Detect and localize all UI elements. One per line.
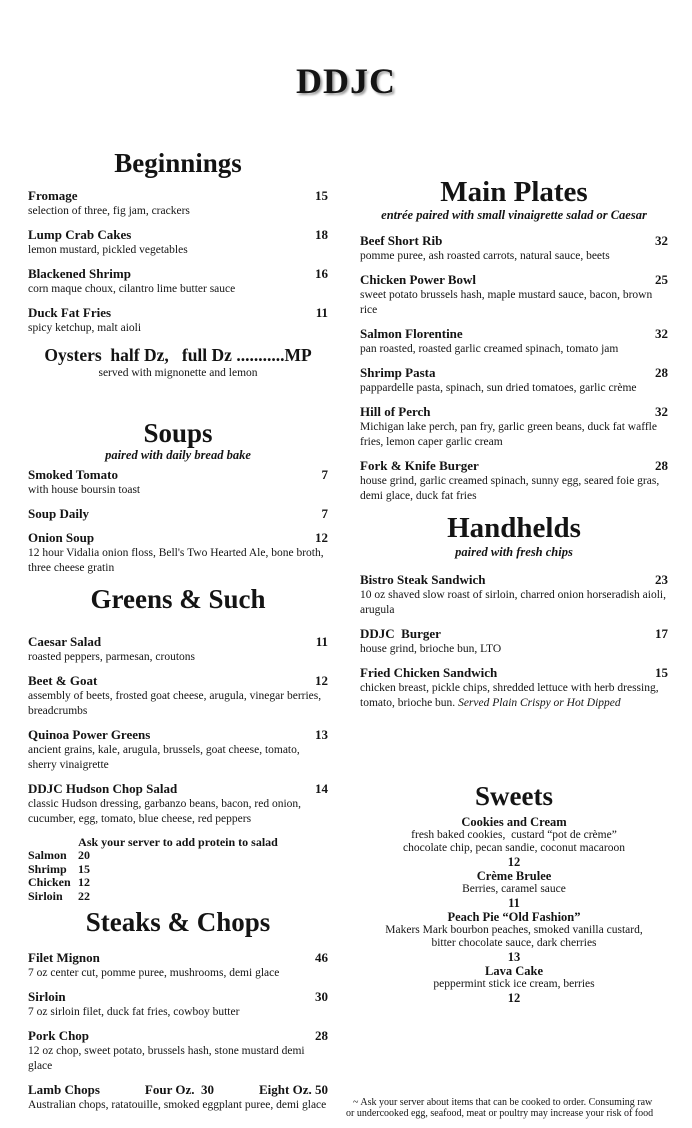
item-price: 15 xyxy=(315,187,328,203)
menu-item-ddjc-burger xyxy=(360,626,668,657)
item-desc: Michigan lake perch, pan fry, garlic green beans, duck fat waffle fries, lemon caper garlic cream xyxy=(360,421,660,449)
menu-item-fried-chicken-sandwich xyxy=(360,665,668,711)
item-price: 14 xyxy=(315,781,328,797)
protein-row-sirloin xyxy=(28,890,328,904)
protein-row-shrimp xyxy=(28,863,328,877)
item-desc: pan roasted, roasted garlic creamed spinach, tomato jam xyxy=(360,343,619,356)
protein-note: Ask your server to add protein to salad xyxy=(78,835,278,850)
oysters-line: Oysters half Dz, full Dz ...........MP xyxy=(44,344,312,365)
menu-item-blackened-shrimp xyxy=(28,266,328,297)
sweet-item-lava-cake xyxy=(360,964,668,1005)
section-header-steaks: Steaks & Chops xyxy=(85,907,271,938)
item-name: Blackened Shrimp xyxy=(28,265,131,281)
item-name: Lava Cake xyxy=(485,963,543,978)
item-desc: Berries, caramel sauce xyxy=(462,882,566,895)
item-desc: pappardelle pasta, spinach, sun dried tomatoes, garlic crème xyxy=(360,382,637,395)
item-price: 25 xyxy=(655,272,668,288)
item-name: Crème Brulee xyxy=(476,868,552,883)
item-price: 13 xyxy=(507,949,521,964)
item-desc: chocolate chip, pecan sandie, coconut macaroon xyxy=(403,841,625,854)
item-name: Filet Mignon xyxy=(28,949,100,965)
item-name: Lamb Chops xyxy=(28,1081,100,1097)
item-desc: lemon mustard, pickled vegetables xyxy=(28,243,188,256)
item-desc: ancient grains, kale, arugula, brussels, goat cheese, tomato, sherry vinaigrette xyxy=(28,744,303,772)
item-name: Lump Crab Cakes xyxy=(28,226,132,242)
item-price: 28 xyxy=(655,365,668,381)
menu-item-shrimp-pasta xyxy=(360,365,668,396)
item-price: 28 xyxy=(315,1027,328,1043)
item-name: Cookies and Cream xyxy=(461,814,567,829)
item-desc: Australian chops, ratatouille, smoked eggplant puree, demi glace xyxy=(28,1098,327,1111)
left-column xyxy=(28,102,328,1121)
item-desc: 10 oz shaved slow roast of sirloin, charred onion horseradish aioli, arugula xyxy=(360,588,669,616)
menu-item-lump-crab-cakes xyxy=(28,227,328,258)
menu-item-lamb-chops xyxy=(28,1082,328,1113)
item-name: Fromage xyxy=(28,187,78,203)
item-price: 28 xyxy=(655,458,668,474)
item-price: 32 xyxy=(655,404,668,420)
menu-item-onion-soup xyxy=(28,530,328,576)
protein-price: 15 xyxy=(78,861,90,876)
section-header-greens: Greens & Such xyxy=(90,584,266,615)
footnote-line-1: ~ Ask your server about items that can be cooked to order. Consuming raw xyxy=(353,1097,653,1108)
item-desc-main: chicken breast, pickle chips, shredded lettuce with herb dressing, tomato, brioche bun. xyxy=(360,681,662,709)
page-title: DDJC xyxy=(296,61,396,101)
item-size-price-2: Eight Oz. 50 xyxy=(259,1081,328,1097)
item-name: DDJC Hudson Chop Salad xyxy=(28,781,178,797)
item-name: Fried Chicken Sandwich xyxy=(360,664,498,680)
item-price: 11 xyxy=(315,634,328,650)
sweet-item-peach-pie xyxy=(360,910,668,964)
item-name: Pork Chop xyxy=(28,1027,90,1043)
protein-price: 12 xyxy=(78,875,90,890)
section-header-handhelds: Handhelds xyxy=(447,512,581,545)
section-subtitle-main-plates: entrée paired with small vinaigrette salad or Caesar xyxy=(381,208,647,223)
item-name: Quinoa Power Greens xyxy=(28,727,151,743)
section-header-beginnings: Beginnings xyxy=(114,147,242,178)
item-desc: spicy ketchup, malt aioli xyxy=(28,321,142,334)
right-column xyxy=(360,102,668,1121)
item-name: Smoked Tomato xyxy=(28,467,118,483)
item-name: Shrimp Pasta xyxy=(360,365,436,381)
protein-row-salmon xyxy=(28,849,328,863)
item-price: 13 xyxy=(315,727,328,743)
item-desc: 7 oz center cut, pomme puree, mushrooms, demi glace xyxy=(28,966,280,979)
item-price: 11 xyxy=(315,304,328,320)
footnote-line-2: or undercooked egg, seafood, meat or poultry may increase your risk of food xyxy=(346,1107,654,1119)
item-desc: peppermint stick ice cream, berries xyxy=(433,977,595,990)
menu-item-quinoa-power-greens xyxy=(28,727,328,773)
item-desc: corn maque choux, cilantro lime butter sauce xyxy=(28,282,236,295)
item-desc: house grind, brioche bun, LTO xyxy=(360,642,502,655)
sweet-item-creme-brulee xyxy=(360,869,668,910)
item-price: 17 xyxy=(655,625,668,641)
menu-columns xyxy=(0,102,692,1121)
menu-item-chicken-power-bowl xyxy=(360,272,668,318)
item-name: Chicken Power Bowl xyxy=(360,272,477,288)
section-header-sweets: Sweets xyxy=(475,780,553,811)
section-subtitle-handhelds: paired with fresh chips xyxy=(455,544,573,559)
item-price: 7 xyxy=(321,467,328,483)
item-desc: with house boursin toast xyxy=(28,484,141,497)
menu-item-filet-mignon xyxy=(28,950,328,981)
item-name: Sirloin xyxy=(28,988,66,1004)
menu-item-caesar-salad xyxy=(28,634,328,665)
section-header-soups: Soups xyxy=(143,417,213,448)
menu-item-smoked-tomato xyxy=(28,467,328,498)
protein-name: Shrimp xyxy=(28,861,67,876)
item-name: Beef Short Rib xyxy=(360,233,443,249)
item-desc: 7 oz sirloin filet, duck fat fries, cowboy butter xyxy=(28,1005,240,1018)
item-price: 12 xyxy=(315,673,328,689)
protein-price: 20 xyxy=(78,848,90,863)
menu-item-fromage xyxy=(28,188,328,219)
item-name: Onion Soup xyxy=(28,530,95,546)
item-name: Fork & Knife Burger xyxy=(360,458,479,474)
menu-item-pork-chop xyxy=(28,1028,328,1074)
protein-row-chicken xyxy=(28,876,328,890)
menu-item-fork-knife-burger xyxy=(360,458,668,504)
item-desc: 12 oz chop, sweet potato, brussels hash, stone mustard demi glace xyxy=(28,1044,308,1072)
protein-name: Chicken xyxy=(28,875,71,890)
oysters-sub: served with mignonette and lemon xyxy=(98,366,258,379)
item-desc: selection of three, fig jam, crackers xyxy=(28,204,190,217)
item-name: Peach Pie “Old Fashion” xyxy=(447,909,581,924)
item-price: 7 xyxy=(321,506,328,522)
item-price: 32 xyxy=(655,326,668,342)
item-desc: classic Hudson dressing, garbanzo beans, bacon, red onion, cucumber, egg, tomato, blue cheese, red peppers xyxy=(28,798,304,826)
menu-item-hill-of-perch xyxy=(360,404,668,450)
item-name: Bistro Steak Sandwich xyxy=(360,571,486,587)
item-price: 16 xyxy=(315,265,328,281)
protein-price: 22 xyxy=(78,888,90,903)
item-price: 30 xyxy=(315,988,328,1004)
item-desc: sweet potato brussels hash, maple mustard sauce, bacon, brown rice xyxy=(360,289,656,317)
item-price: 18 xyxy=(315,226,328,242)
item-price: 11 xyxy=(508,895,520,910)
item-desc-italic: Served Plain Crispy or Hot Dipped xyxy=(458,696,621,709)
menu-item-ddjc-hudson-chop-salad xyxy=(28,781,328,827)
item-desc: pomme puree, ash roasted carrots, natural sauce, beets xyxy=(360,250,610,263)
menu-item-duck-fat-fries xyxy=(28,305,328,336)
section-subtitle-soups: paired with daily bread bake xyxy=(105,448,251,463)
sweet-item-cookies-and-cream xyxy=(360,815,668,869)
protein-name: Sirloin xyxy=(28,888,63,903)
menu-item-beet-goat xyxy=(28,673,328,719)
section-header-main-plates: Main Plates xyxy=(440,175,588,208)
item-price: 15 xyxy=(655,664,668,680)
item-price: 12 xyxy=(507,990,521,1005)
menu-item-salmon-florentine xyxy=(360,326,668,357)
item-price: 46 xyxy=(315,949,328,965)
item-desc: Makers Mark bourbon peaches, smoked vanilla custard, xyxy=(385,923,643,936)
item-name: Caesar Salad xyxy=(28,634,102,650)
item-name: DDJC Burger xyxy=(360,625,441,641)
item-desc: house grind, garlic creamed spinach, sunny egg, seared foie gras, demi glace, duck fat fries xyxy=(360,475,663,503)
menu-item-sirloin xyxy=(28,989,328,1020)
item-price: 32 xyxy=(655,233,668,249)
item-name: Beet & Goat xyxy=(28,673,98,689)
item-price: 23 xyxy=(655,571,668,587)
menu-item-bistro-steak-sandwich xyxy=(360,572,668,618)
item-desc xyxy=(360,681,668,711)
menu-item-beef-short-rib xyxy=(360,233,668,264)
item-name: Soup Daily xyxy=(28,506,90,522)
protein-name: Salmon xyxy=(28,848,67,863)
item-size-price-1: Four Oz. 30 xyxy=(144,1081,214,1097)
footnote xyxy=(346,1098,682,1119)
item-name: Duck Fat Fries xyxy=(28,304,112,320)
item-desc: 12 hour Vidalia onion floss, Bell's Two Hearted Ale, bone broth, three cheese gratin xyxy=(28,547,327,575)
item-price: 12 xyxy=(315,530,328,546)
item-desc: bitter chocolate sauce, dark cherries xyxy=(431,936,597,949)
item-desc: roasted peppers, parmesan, croutons xyxy=(28,651,196,664)
item-name: Hill of Perch xyxy=(360,404,431,420)
oysters-special xyxy=(28,344,328,380)
item-desc: assembly of beets, frosted goat cheese, arugula, vinegar berries, breadcrumbs xyxy=(28,690,325,718)
item-desc: fresh baked cookies, custard “pot de crème” xyxy=(411,828,617,841)
menu-item-soup-daily xyxy=(28,506,328,522)
item-name: Salmon Florentine xyxy=(360,326,463,342)
item-price: 12 xyxy=(507,854,521,869)
